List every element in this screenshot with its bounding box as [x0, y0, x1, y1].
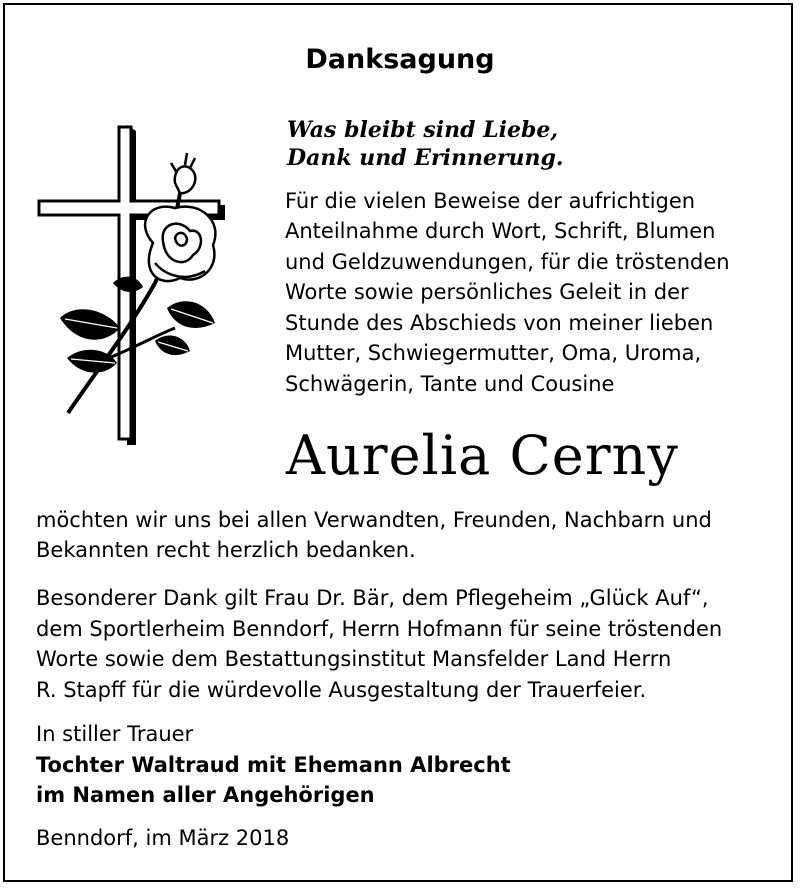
- special-thanks-line: Besonderer Dank gilt Frau Dr. Bär, dem Pflegeheim „Glück Auf“,: [36, 586, 709, 610]
- intro-line: Worte sowie persönliches Geleit in der: [285, 280, 689, 304]
- mourner-line: Tochter Waltraud mit Ehemann Albrecht: [36, 753, 511, 777]
- cross-with-rose-icon: [35, 123, 225, 448]
- deceased-name: Aurelia Cerny: [286, 424, 679, 487]
- motto-line-2: Dank und Erinnerung.: [287, 145, 564, 171]
- intro-line: und Geldzuwendungen, für die tröstenden: [285, 250, 730, 274]
- motto-line-1: Was bleibt sind Liebe,: [287, 117, 559, 143]
- thanks-line: Bekannten recht herzlich bedanken.: [36, 538, 416, 562]
- thanks-line: möchten wir uns bei allen Verwandten, Freunden, Nachbarn und: [36, 508, 712, 532]
- special-thanks-line: dem Sportlerheim Benndorf, Herrn Hofmann für seine tröstenden: [36, 617, 723, 641]
- intro-line: Mutter, Schwiegermutter, Oma, Uroma,: [285, 341, 702, 365]
- intro-line: Schwägerin, Tante und Cousine: [285, 372, 615, 396]
- intro-line: Stunde des Abschieds von meiner lieben: [285, 311, 714, 335]
- special-thanks-line: R. Stapff für die würdevolle Ausgestaltung der Trauerfeier.: [36, 678, 647, 702]
- intro-line: Für die vielen Beweise der aufrichtigen: [285, 189, 696, 213]
- intro-line: Anteilnahme durch Wort, Schrift, Blumen: [285, 219, 716, 243]
- mourner-line: im Namen aller Angehörigen: [36, 783, 375, 807]
- place-date: Benndorf, im März 2018: [36, 826, 290, 850]
- mourning-label: In stiller Trauer: [36, 722, 194, 746]
- special-thanks-line: Worte sowie dem Bestattungsinstitut Mansfelder Land Herrn: [36, 647, 672, 671]
- notice-title: Danksagung: [305, 44, 495, 75]
